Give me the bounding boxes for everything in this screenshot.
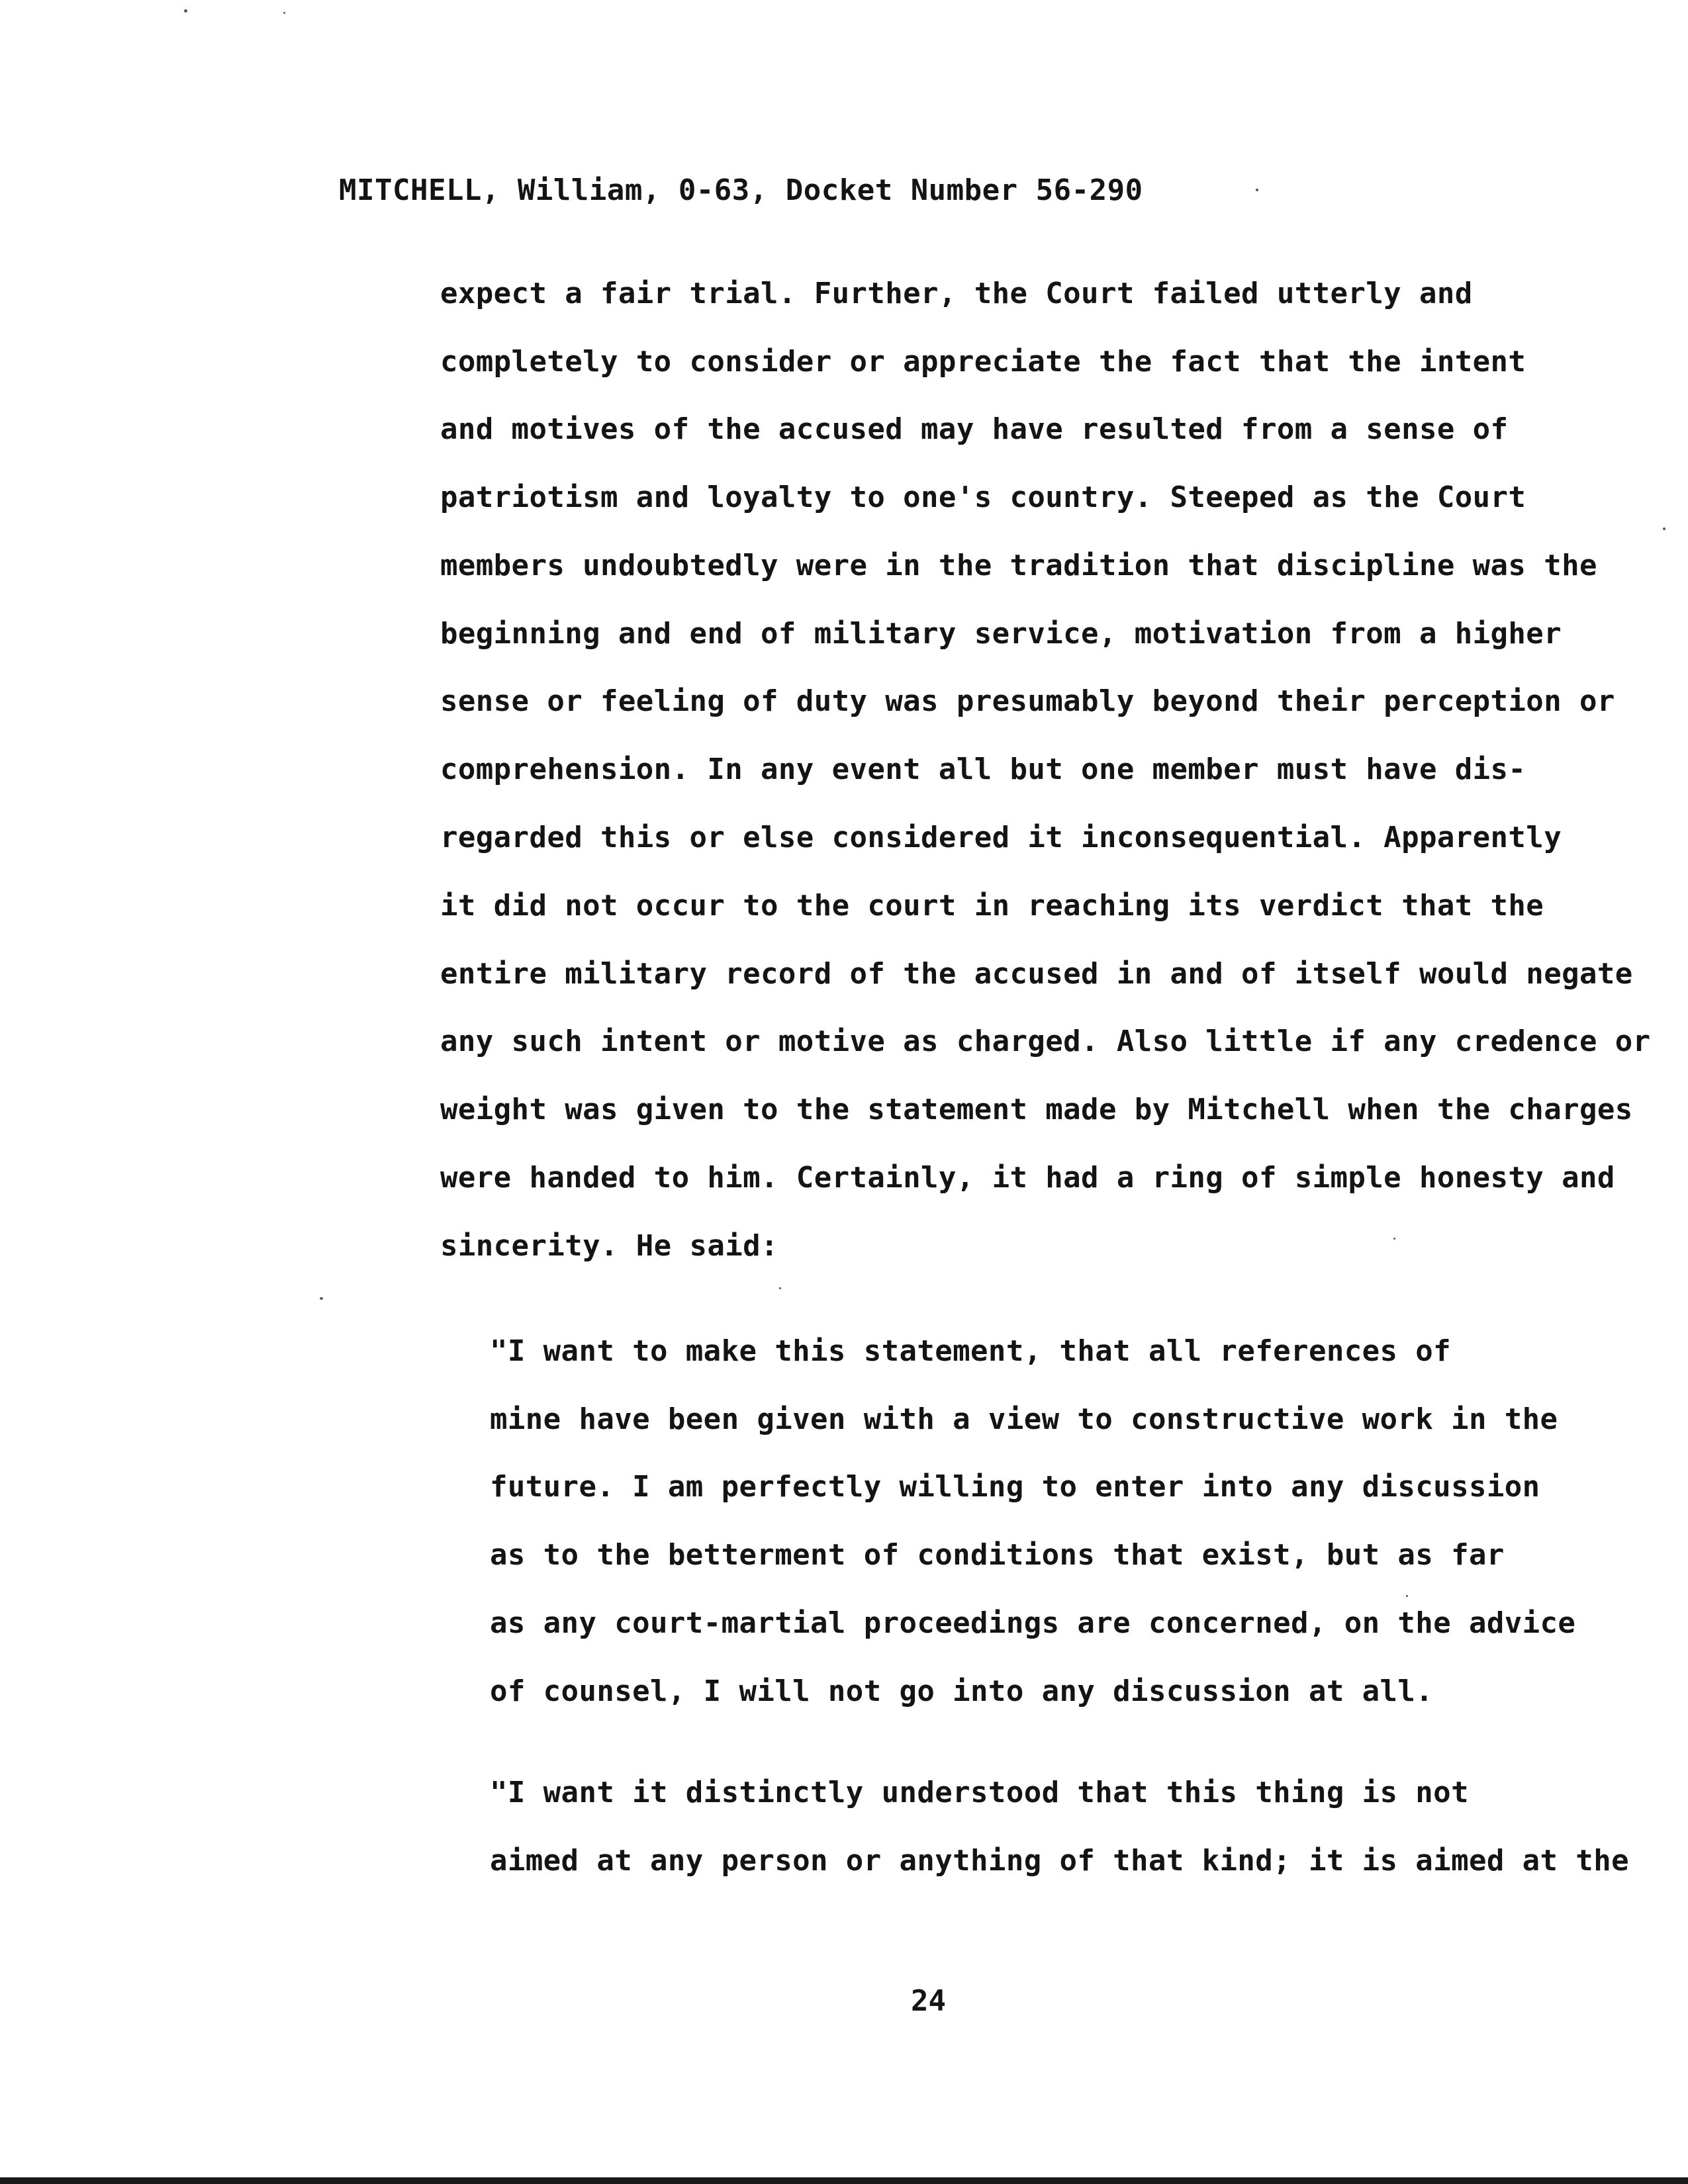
scan-speck xyxy=(1393,1238,1395,1240)
scan-speck xyxy=(779,1287,781,1289)
body-line: expect a fair trial. Further, the Court failed utterly and xyxy=(440,277,1473,310)
body-line: and motives of the accused may have resulted from a sense of xyxy=(440,412,1509,446)
quote-line: "I want to make this statement, that all references of xyxy=(490,1334,1452,1368)
body-line: members undoubtedly were in the tradition that discipline was the xyxy=(440,549,1597,582)
quote-line: mine have been given with a view to constructive work in the xyxy=(490,1402,1558,1436)
body-line: it did not occur to the court in reaching its verdict that the xyxy=(440,889,1544,923)
document-header: MITCHELL, William, 0-63, Docket Number 56-290 xyxy=(339,173,1143,207)
scan-speck xyxy=(283,12,285,14)
body-line: comprehension. In any event all but one member must have dis- xyxy=(440,752,1526,786)
quote-line: as any court-martial proceedings are concerned, on the advice xyxy=(490,1606,1576,1640)
quote-line: future. I am perfectly willing to enter into any discussion xyxy=(490,1470,1540,1504)
quote-line: aimed at any person or anything of that kind; it is aimed at the xyxy=(490,1844,1629,1878)
scan-speck xyxy=(1256,189,1258,191)
quote-line: "I want it distinctly understood that this thing is not xyxy=(490,1776,1469,1809)
quote-line: of counsel, I will not go into any discussion at all. xyxy=(490,1674,1434,1708)
body-line: were handed to him. Certainly, it had a ring of simple honesty and xyxy=(440,1161,1615,1195)
body-line: weight was given to the statement made by Mitchell when the charges xyxy=(440,1093,1633,1126)
body-line: sense or feeling of duty was presumably beyond their perception or xyxy=(440,684,1615,718)
page-number: 24 xyxy=(911,1984,946,2018)
body-line: completely to consider or appreciate the fact that the intent xyxy=(440,345,1526,379)
scan-speck xyxy=(1663,527,1665,530)
scan-speck xyxy=(320,1297,323,1300)
body-line: regarded this or else considered it inconsequential. Apparently xyxy=(440,821,1562,854)
body-line: entire military record of the accused in and of itself would negate xyxy=(440,957,1633,991)
quote-line: as to the betterment of conditions that exist, but as far xyxy=(490,1538,1505,1572)
body-line: any such intent or motive as charged. Also little if any credence or xyxy=(440,1024,1651,1058)
body-line: beginning and end of military service, motivation from a higher xyxy=(440,617,1562,651)
scan-speck xyxy=(1406,1595,1408,1597)
body-line: patriotism and loyalty to one's country. Steeped as the Court xyxy=(440,480,1526,514)
scan-edge xyxy=(0,2177,1688,2184)
body-line: sincerity. He said: xyxy=(440,1229,778,1263)
scan-speck xyxy=(184,9,187,13)
